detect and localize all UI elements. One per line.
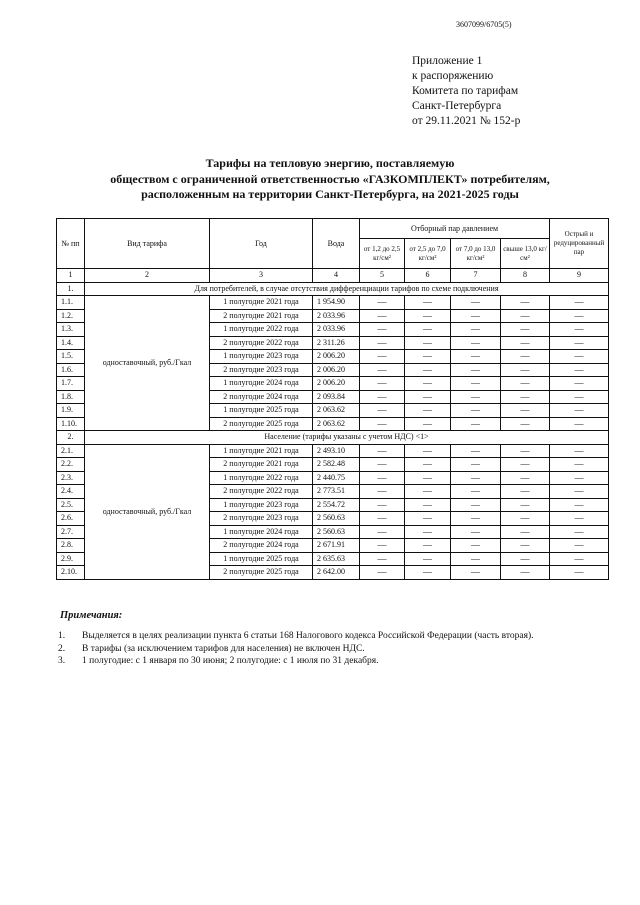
appendix-line: Приложение 1: [412, 55, 483, 67]
empty-tariff-cell: —: [360, 485, 405, 499]
empty-tariff-cell: —: [550, 404, 609, 418]
empty-tariff-cell: —: [550, 552, 609, 566]
table-row: [57, 444, 609, 458]
notes-list: [58, 630, 534, 668]
appendix-line: Комитета по тарифам: [412, 85, 519, 97]
col-number: 9: [550, 269, 609, 283]
period-cell: 1 полугодие 2021 года: [210, 296, 313, 310]
empty-tariff-cell: —: [451, 309, 501, 323]
row-number: 2.3.: [57, 471, 85, 485]
empty-tariff-cell: —: [405, 404, 451, 418]
water-tariff-cell: 2 560.63: [313, 512, 360, 526]
period-cell: 1 полугодие 2021 года: [210, 444, 313, 458]
water-tariff-cell: 2 635.63: [313, 552, 360, 566]
row-number: 1.5.: [57, 350, 85, 364]
empty-tariff-cell: —: [451, 552, 501, 566]
row-number: 2.7.: [57, 525, 85, 539]
empty-tariff-cell: —: [405, 296, 451, 310]
appendix-line: к распоряжению: [412, 70, 494, 82]
col-number: 2: [85, 269, 210, 283]
row-number: 1.4.: [57, 336, 85, 350]
empty-tariff-cell: —: [501, 458, 550, 472]
title-line: Тарифы на тепловую энергию, поставляемую: [205, 156, 455, 170]
empty-tariff-cell: —: [501, 336, 550, 350]
section-number: 2.: [57, 431, 85, 445]
empty-tariff-cell: —: [360, 309, 405, 323]
empty-tariff-cell: —: [451, 377, 501, 391]
note-item: [58, 655, 534, 668]
water-tariff-cell: 2 063.62: [313, 404, 360, 418]
row-number: 2.4.: [57, 485, 85, 499]
empty-tariff-cell: —: [550, 309, 609, 323]
row-number: 2.2.: [57, 458, 85, 472]
empty-tariff-cell: —: [360, 539, 405, 553]
col-number: 1: [57, 269, 85, 283]
note-text: В тарифы (за исключением тарифов для населения) не включен НДС.: [82, 643, 365, 654]
note-number: 1.: [58, 631, 66, 641]
water-tariff-cell: 2 006.20: [313, 363, 360, 377]
period-cell: 2 полугодие 2022 года: [210, 485, 313, 499]
water-tariff-cell: 2 093.84: [313, 390, 360, 404]
row-number: 2.9.: [57, 552, 85, 566]
row-number: 2.10.: [57, 566, 85, 580]
header-steam-group: Отборный пар давлением: [360, 219, 550, 239]
period-cell: 2 полугодие 2023 года: [210, 363, 313, 377]
period-cell: 1 полугодие 2024 года: [210, 377, 313, 391]
header-year: Год: [210, 219, 313, 269]
empty-tariff-cell: —: [451, 539, 501, 553]
tariff-table: [56, 218, 609, 580]
empty-tariff-cell: —: [405, 498, 451, 512]
empty-tariff-cell: —: [360, 525, 405, 539]
water-tariff-cell: 2 063.62: [313, 417, 360, 431]
empty-tariff-cell: —: [360, 323, 405, 337]
period-cell: 2 полугодие 2025 года: [210, 566, 313, 580]
empty-tariff-cell: —: [360, 458, 405, 472]
note-text: Выделяется в целях реализации пункта 6 статьи 168 Налогового кодекса Российской Федерации (часть вторая).: [82, 631, 534, 641]
empty-tariff-cell: —: [501, 552, 550, 566]
empty-tariff-cell: —: [451, 323, 501, 337]
empty-tariff-cell: —: [501, 309, 550, 323]
empty-tariff-cell: —: [451, 485, 501, 499]
empty-tariff-cell: —: [360, 404, 405, 418]
empty-tariff-cell: —: [360, 471, 405, 485]
empty-tariff-cell: —: [451, 336, 501, 350]
empty-tariff-cell: —: [451, 363, 501, 377]
empty-tariff-cell: —: [405, 377, 451, 391]
section-header-row: [57, 282, 609, 296]
period-cell: 2 полугодие 2024 года: [210, 390, 313, 404]
empty-tariff-cell: —: [360, 336, 405, 350]
water-tariff-cell: 1 954.90: [313, 296, 360, 310]
row-number: 2.5.: [57, 498, 85, 512]
header-water: Вода: [313, 219, 360, 269]
empty-tariff-cell: —: [405, 512, 451, 526]
section-number: 1.: [57, 282, 85, 296]
empty-tariff-cell: —: [550, 417, 609, 431]
col-number: 4: [313, 269, 360, 283]
period-cell: 1 полугодие 2022 года: [210, 471, 313, 485]
note-number: 2.: [58, 643, 66, 654]
note-number: 3.: [58, 656, 66, 666]
empty-tariff-cell: —: [405, 566, 451, 580]
period-cell: 1 полугодие 2023 года: [210, 350, 313, 364]
empty-tariff-cell: —: [405, 363, 451, 377]
water-tariff-cell: 2 493.10: [313, 444, 360, 458]
note-text: 1 полугодие: с 1 января по 30 июня; 2 полугодие: с 1 июля по 31 декабря.: [82, 656, 379, 666]
col-number: 3: [210, 269, 313, 283]
empty-tariff-cell: —: [501, 485, 550, 499]
empty-tariff-cell: —: [360, 296, 405, 310]
empty-tariff-cell: —: [550, 444, 609, 458]
empty-tariff-cell: —: [360, 377, 405, 391]
period-cell: 2 полугодие 2024 года: [210, 539, 313, 553]
empty-tariff-cell: —: [405, 485, 451, 499]
section-title: Для потребителей, в случае отсутствия дифференциации тарифов по схеме подключения: [85, 282, 609, 296]
empty-tariff-cell: —: [405, 336, 451, 350]
empty-tariff-cell: —: [550, 458, 609, 472]
water-tariff-cell: 2 642.00: [313, 566, 360, 580]
empty-tariff-cell: —: [501, 404, 550, 418]
empty-tariff-cell: —: [550, 363, 609, 377]
header-num: № пп: [57, 219, 85, 269]
empty-tariff-cell: —: [405, 309, 451, 323]
section-header-row: [57, 431, 609, 445]
note-item: [58, 643, 534, 656]
header-steam-3: от 7,0 до 13,0 кг/см²: [451, 239, 501, 269]
table-row: [57, 296, 609, 310]
title-line: расположенным на территории Санкт-Петербурга, на 2021-2025 годы: [141, 187, 519, 201]
empty-tariff-cell: —: [550, 336, 609, 350]
section-title: Население (тарифы указаны с учетом НДС) <1>: [85, 431, 609, 445]
col-number: 8: [501, 269, 550, 283]
period-cell: 1 полугодие 2025 года: [210, 404, 313, 418]
document-number: 3607099/6705(5): [456, 20, 512, 29]
row-number: 1.10.: [57, 417, 85, 431]
empty-tariff-cell: —: [501, 471, 550, 485]
period-cell: 1 полугодие 2024 года: [210, 525, 313, 539]
water-tariff-cell: 2 033.96: [313, 323, 360, 337]
period-cell: 1 полугодие 2025 года: [210, 552, 313, 566]
water-tariff-cell: 2 560.63: [313, 525, 360, 539]
header-steam-4: свыше 13,0 кг/см²: [501, 239, 550, 269]
empty-tariff-cell: —: [405, 539, 451, 553]
empty-tariff-cell: —: [451, 566, 501, 580]
empty-tariff-cell: —: [451, 512, 501, 526]
empty-tariff-cell: —: [451, 458, 501, 472]
appendix-line: Санкт-Петербурга: [412, 100, 502, 112]
water-tariff-cell: 2 671.91: [313, 539, 360, 553]
row-number: 1.8.: [57, 390, 85, 404]
row-number: 1.3.: [57, 323, 85, 337]
empty-tariff-cell: —: [360, 552, 405, 566]
empty-tariff-cell: —: [405, 458, 451, 472]
empty-tariff-cell: —: [501, 390, 550, 404]
empty-tariff-cell: —: [360, 498, 405, 512]
empty-tariff-cell: —: [550, 512, 609, 526]
col-number: 7: [451, 269, 501, 283]
water-tariff-cell: 2 006.20: [313, 350, 360, 364]
empty-tariff-cell: —: [550, 323, 609, 337]
row-number: 2.8.: [57, 539, 85, 553]
empty-tariff-cell: —: [405, 417, 451, 431]
empty-tariff-cell: —: [550, 350, 609, 364]
row-number: 2.6.: [57, 512, 85, 526]
period-cell: 1 полугодие 2022 года: [210, 323, 313, 337]
row-number: 1.2.: [57, 309, 85, 323]
col-number: 6: [405, 269, 451, 283]
empty-tariff-cell: —: [501, 363, 550, 377]
empty-tariff-cell: —: [451, 404, 501, 418]
document-title: [60, 156, 600, 203]
row-number: 1.9.: [57, 404, 85, 418]
empty-tariff-cell: —: [451, 350, 501, 364]
row-number: 2.1.: [57, 444, 85, 458]
empty-tariff-cell: —: [405, 525, 451, 539]
header-live-steam: Острый и редуцированный пар: [550, 219, 609, 269]
empty-tariff-cell: —: [360, 444, 405, 458]
empty-tariff-cell: —: [360, 390, 405, 404]
empty-tariff-cell: —: [451, 471, 501, 485]
empty-tariff-cell: —: [550, 377, 609, 391]
empty-tariff-cell: —: [501, 417, 550, 431]
empty-tariff-cell: —: [451, 525, 501, 539]
empty-tariff-cell: —: [501, 539, 550, 553]
col-number: 5: [360, 269, 405, 283]
empty-tariff-cell: —: [451, 296, 501, 310]
row-number: 1.6.: [57, 363, 85, 377]
empty-tariff-cell: —: [550, 485, 609, 499]
header-steam-1: от 1,2 до 2,5 кг/см²: [360, 239, 405, 269]
period-cell: 2 полугодие 2021 года: [210, 458, 313, 472]
empty-tariff-cell: —: [360, 512, 405, 526]
period-cell: 2 полугодие 2023 года: [210, 512, 313, 526]
title-line: обществом с ограниченной ответственностью «ГАЗКОМПЛЕКТ» потребителям,: [110, 171, 550, 186]
empty-tariff-cell: —: [501, 566, 550, 580]
column-number-row: [57, 269, 609, 283]
empty-tariff-cell: —: [501, 512, 550, 526]
empty-tariff-cell: —: [405, 390, 451, 404]
empty-tariff-cell: —: [451, 390, 501, 404]
empty-tariff-cell: —: [550, 498, 609, 512]
empty-tariff-cell: —: [451, 417, 501, 431]
water-tariff-cell: 2 773.51: [313, 485, 360, 499]
water-tariff-cell: 2 582.48: [313, 458, 360, 472]
water-tariff-cell: 2 033.96: [313, 309, 360, 323]
empty-tariff-cell: —: [451, 444, 501, 458]
row-number: 1.1.: [57, 296, 85, 310]
header-steam-2: от 2,5 до 7,0 кг/см²: [405, 239, 451, 269]
empty-tariff-cell: —: [550, 471, 609, 485]
empty-tariff-cell: —: [501, 525, 550, 539]
tariff-type-cell: одноставочный, руб./Гкал: [85, 296, 210, 431]
empty-tariff-cell: —: [360, 350, 405, 364]
water-tariff-cell: 2 440.75: [313, 471, 360, 485]
empty-tariff-cell: —: [360, 566, 405, 580]
empty-tariff-cell: —: [405, 350, 451, 364]
period-cell: 2 полугодие 2025 года: [210, 417, 313, 431]
water-tariff-cell: 2 006.20: [313, 377, 360, 391]
row-number: 1.7.: [57, 377, 85, 391]
empty-tariff-cell: —: [360, 363, 405, 377]
empty-tariff-cell: —: [405, 323, 451, 337]
empty-tariff-cell: —: [405, 552, 451, 566]
period-cell: 1 полугодие 2023 года: [210, 498, 313, 512]
empty-tariff-cell: —: [501, 498, 550, 512]
appendix-line: от 29.11.2021 № 152-р: [412, 115, 521, 127]
appendix-block: [412, 54, 520, 129]
note-item: [58, 630, 534, 643]
header-tariff-type: Вид тарифа: [85, 219, 210, 269]
empty-tariff-cell: —: [405, 471, 451, 485]
empty-tariff-cell: —: [360, 417, 405, 431]
empty-tariff-cell: —: [405, 444, 451, 458]
empty-tariff-cell: —: [550, 296, 609, 310]
empty-tariff-cell: —: [550, 390, 609, 404]
notes-title: Примечания:: [60, 610, 123, 621]
empty-tariff-cell: —: [501, 377, 550, 391]
period-cell: 2 полугодие 2022 года: [210, 336, 313, 350]
empty-tariff-cell: —: [501, 296, 550, 310]
empty-tariff-cell: —: [501, 444, 550, 458]
empty-tariff-cell: —: [550, 525, 609, 539]
empty-tariff-cell: —: [550, 566, 609, 580]
water-tariff-cell: 2 311.26: [313, 336, 360, 350]
empty-tariff-cell: —: [501, 350, 550, 364]
empty-tariff-cell: —: [501, 323, 550, 337]
water-tariff-cell: 2 554.72: [313, 498, 360, 512]
empty-tariff-cell: —: [550, 539, 609, 553]
period-cell: 2 полугодие 2021 года: [210, 309, 313, 323]
tariff-type-cell: одноставочный, руб./Гкал: [85, 444, 210, 579]
empty-tariff-cell: —: [451, 498, 501, 512]
